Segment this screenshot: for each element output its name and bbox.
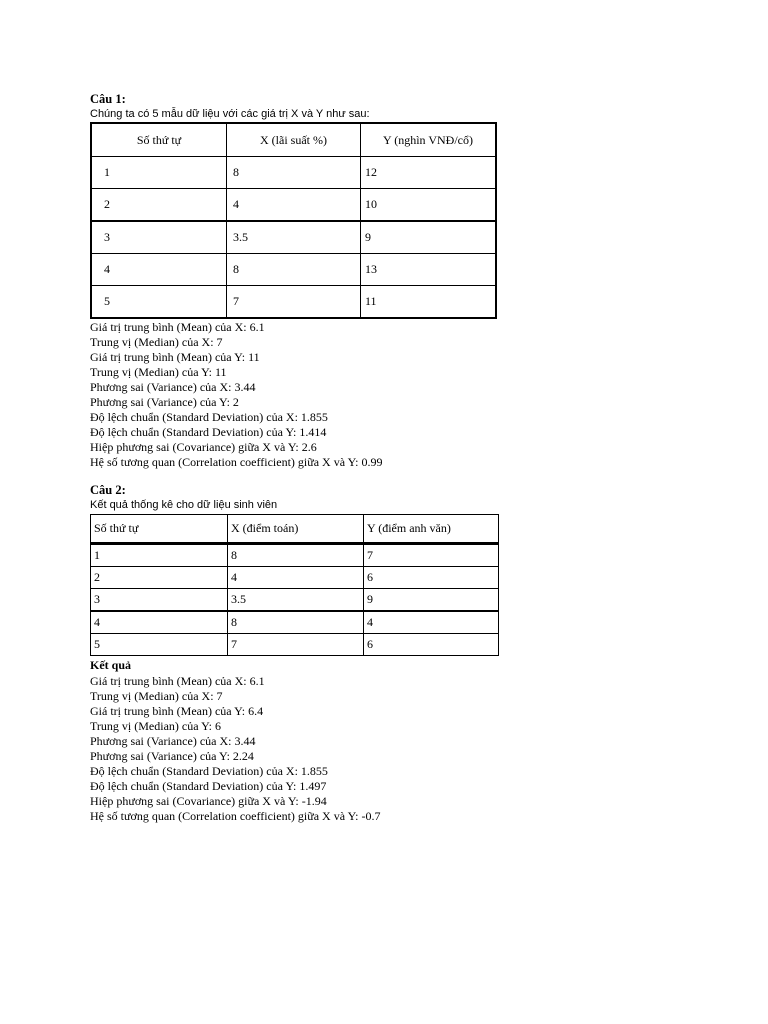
statistic-line: Giá trị trung bình (Mean) của Y: 11 — [90, 350, 260, 364]
table-cell: 7 — [227, 286, 361, 319]
results-heading: Kết quả — [90, 658, 132, 672]
statistic-line: Độ lệch chuẩn (Standard Deviation) của X: 1.855 — [90, 410, 328, 424]
table-row — [91, 221, 496, 254]
column-header: X (điểm toán) — [228, 515, 364, 544]
statistic-line: Giá trị trung bình (Mean) của Y: 6.4 — [90, 704, 264, 718]
question-2-table — [90, 514, 499, 656]
table-cell: 7 — [228, 634, 364, 656]
table-cell: 8 — [228, 611, 364, 634]
table-cell: 4 — [91, 611, 228, 634]
column-header: Số thứ tự — [91, 123, 227, 157]
table-cell: 8 — [227, 254, 361, 286]
table-cell: 1 — [91, 157, 227, 189]
statistic-line: Hiệp phương sai (Covariance) giữa X và Y: 2.6 — [90, 440, 317, 454]
statistic-line: Giá trị trung bình (Mean) của X: 6.1 — [90, 320, 265, 334]
table-cell: 8 — [227, 157, 361, 189]
table-cell: 9 — [361, 221, 497, 254]
table-cell: 12 — [361, 157, 497, 189]
statistic-line: Hệ số tương quan (Correlation coefficient) giữa X và Y: 0.99 — [90, 455, 383, 469]
statistic-line: Phương sai (Variance) của X: 3.44 — [90, 734, 256, 748]
statistic-line: Độ lệch chuẩn (Standard Deviation) của Y: 1.414 — [90, 425, 327, 439]
table-row — [91, 254, 496, 286]
statistic-line: Trung vị (Median) của Y: 6 — [90, 719, 221, 733]
table-cell: 11 — [361, 286, 497, 319]
statistic-line: Phương sai (Variance) của X: 3.44 — [90, 380, 256, 394]
table-row — [91, 544, 499, 567]
statistic-line: Phương sai (Variance) của Y: 2 — [90, 395, 239, 409]
table-cell: 4 — [227, 189, 361, 222]
statistic-line: Độ lệch chuẩn (Standard Deviation) của X: 1.855 — [90, 764, 328, 778]
table-header-row — [91, 123, 496, 157]
question-2-statistics — [90, 674, 381, 824]
table-cell: 2 — [91, 189, 227, 222]
table-cell: 2 — [91, 567, 228, 589]
table-row — [91, 589, 499, 612]
statistic-line: Phương sai (Variance) của Y: 2.24 — [90, 749, 254, 763]
statistic-line: Độ lệch chuẩn (Standard Deviation) của Y: 1.497 — [90, 779, 327, 793]
table-row — [91, 157, 496, 189]
table-cell: 9 — [364, 589, 499, 612]
statistic-line: Hệ số tương quan (Correlation coefficient) giữa X và Y: -0.7 — [90, 809, 381, 823]
table-cell: 13 — [361, 254, 497, 286]
table-cell: 3 — [91, 221, 227, 254]
table-cell: 6 — [364, 634, 499, 656]
question-1-heading: Câu 1: — [90, 92, 126, 106]
column-header: X (lãi suất %) — [227, 123, 361, 157]
table-row — [91, 567, 499, 589]
table-cell: 5 — [91, 634, 228, 656]
statistic-line: Trung vị (Median) của Y: 11 — [90, 365, 227, 379]
statistic-line: Trung vị (Median) của X: 7 — [90, 689, 223, 703]
question-2-intro: Kết quả thống kê cho dữ liệu sinh viên — [90, 499, 278, 511]
table-cell: 7 — [364, 544, 499, 567]
table-cell: 4 — [364, 611, 499, 634]
column-header: Y (nghìn VNĐ/cổ) — [361, 123, 497, 157]
table-header-row — [91, 515, 499, 544]
table-cell: 6 — [364, 567, 499, 589]
table-cell: 5 — [91, 286, 227, 319]
table-cell: 3.5 — [227, 221, 361, 254]
question-1-table — [90, 122, 497, 319]
table-row — [91, 634, 499, 656]
question-2-heading: Câu 2: — [90, 483, 126, 497]
table-row — [91, 286, 496, 319]
table-row — [91, 189, 496, 222]
question-1-intro: Chúng ta có 5 mẫu dữ liệu với các giá trị X và Y như sau: — [90, 108, 370, 120]
table-cell: 4 — [228, 567, 364, 589]
table-row — [91, 611, 499, 634]
statistic-line: Hiệp phương sai (Covariance) giữa X và Y: -1.94 — [90, 794, 327, 808]
column-header: Y (điểm anh văn) — [364, 515, 499, 544]
column-header: Số thứ tự — [91, 515, 228, 544]
table-cell: 3 — [91, 589, 228, 612]
statistic-line: Trung vị (Median) của X: 7 — [90, 335, 223, 349]
table-cell: 8 — [228, 544, 364, 567]
table-cell: 10 — [361, 189, 497, 222]
table-cell: 3.5 — [228, 589, 364, 612]
table-cell: 4 — [91, 254, 227, 286]
table-cell: 1 — [91, 544, 228, 567]
question-1-statistics — [90, 320, 383, 470]
statistic-line: Giá trị trung bình (Mean) của X: 6.1 — [90, 674, 265, 688]
